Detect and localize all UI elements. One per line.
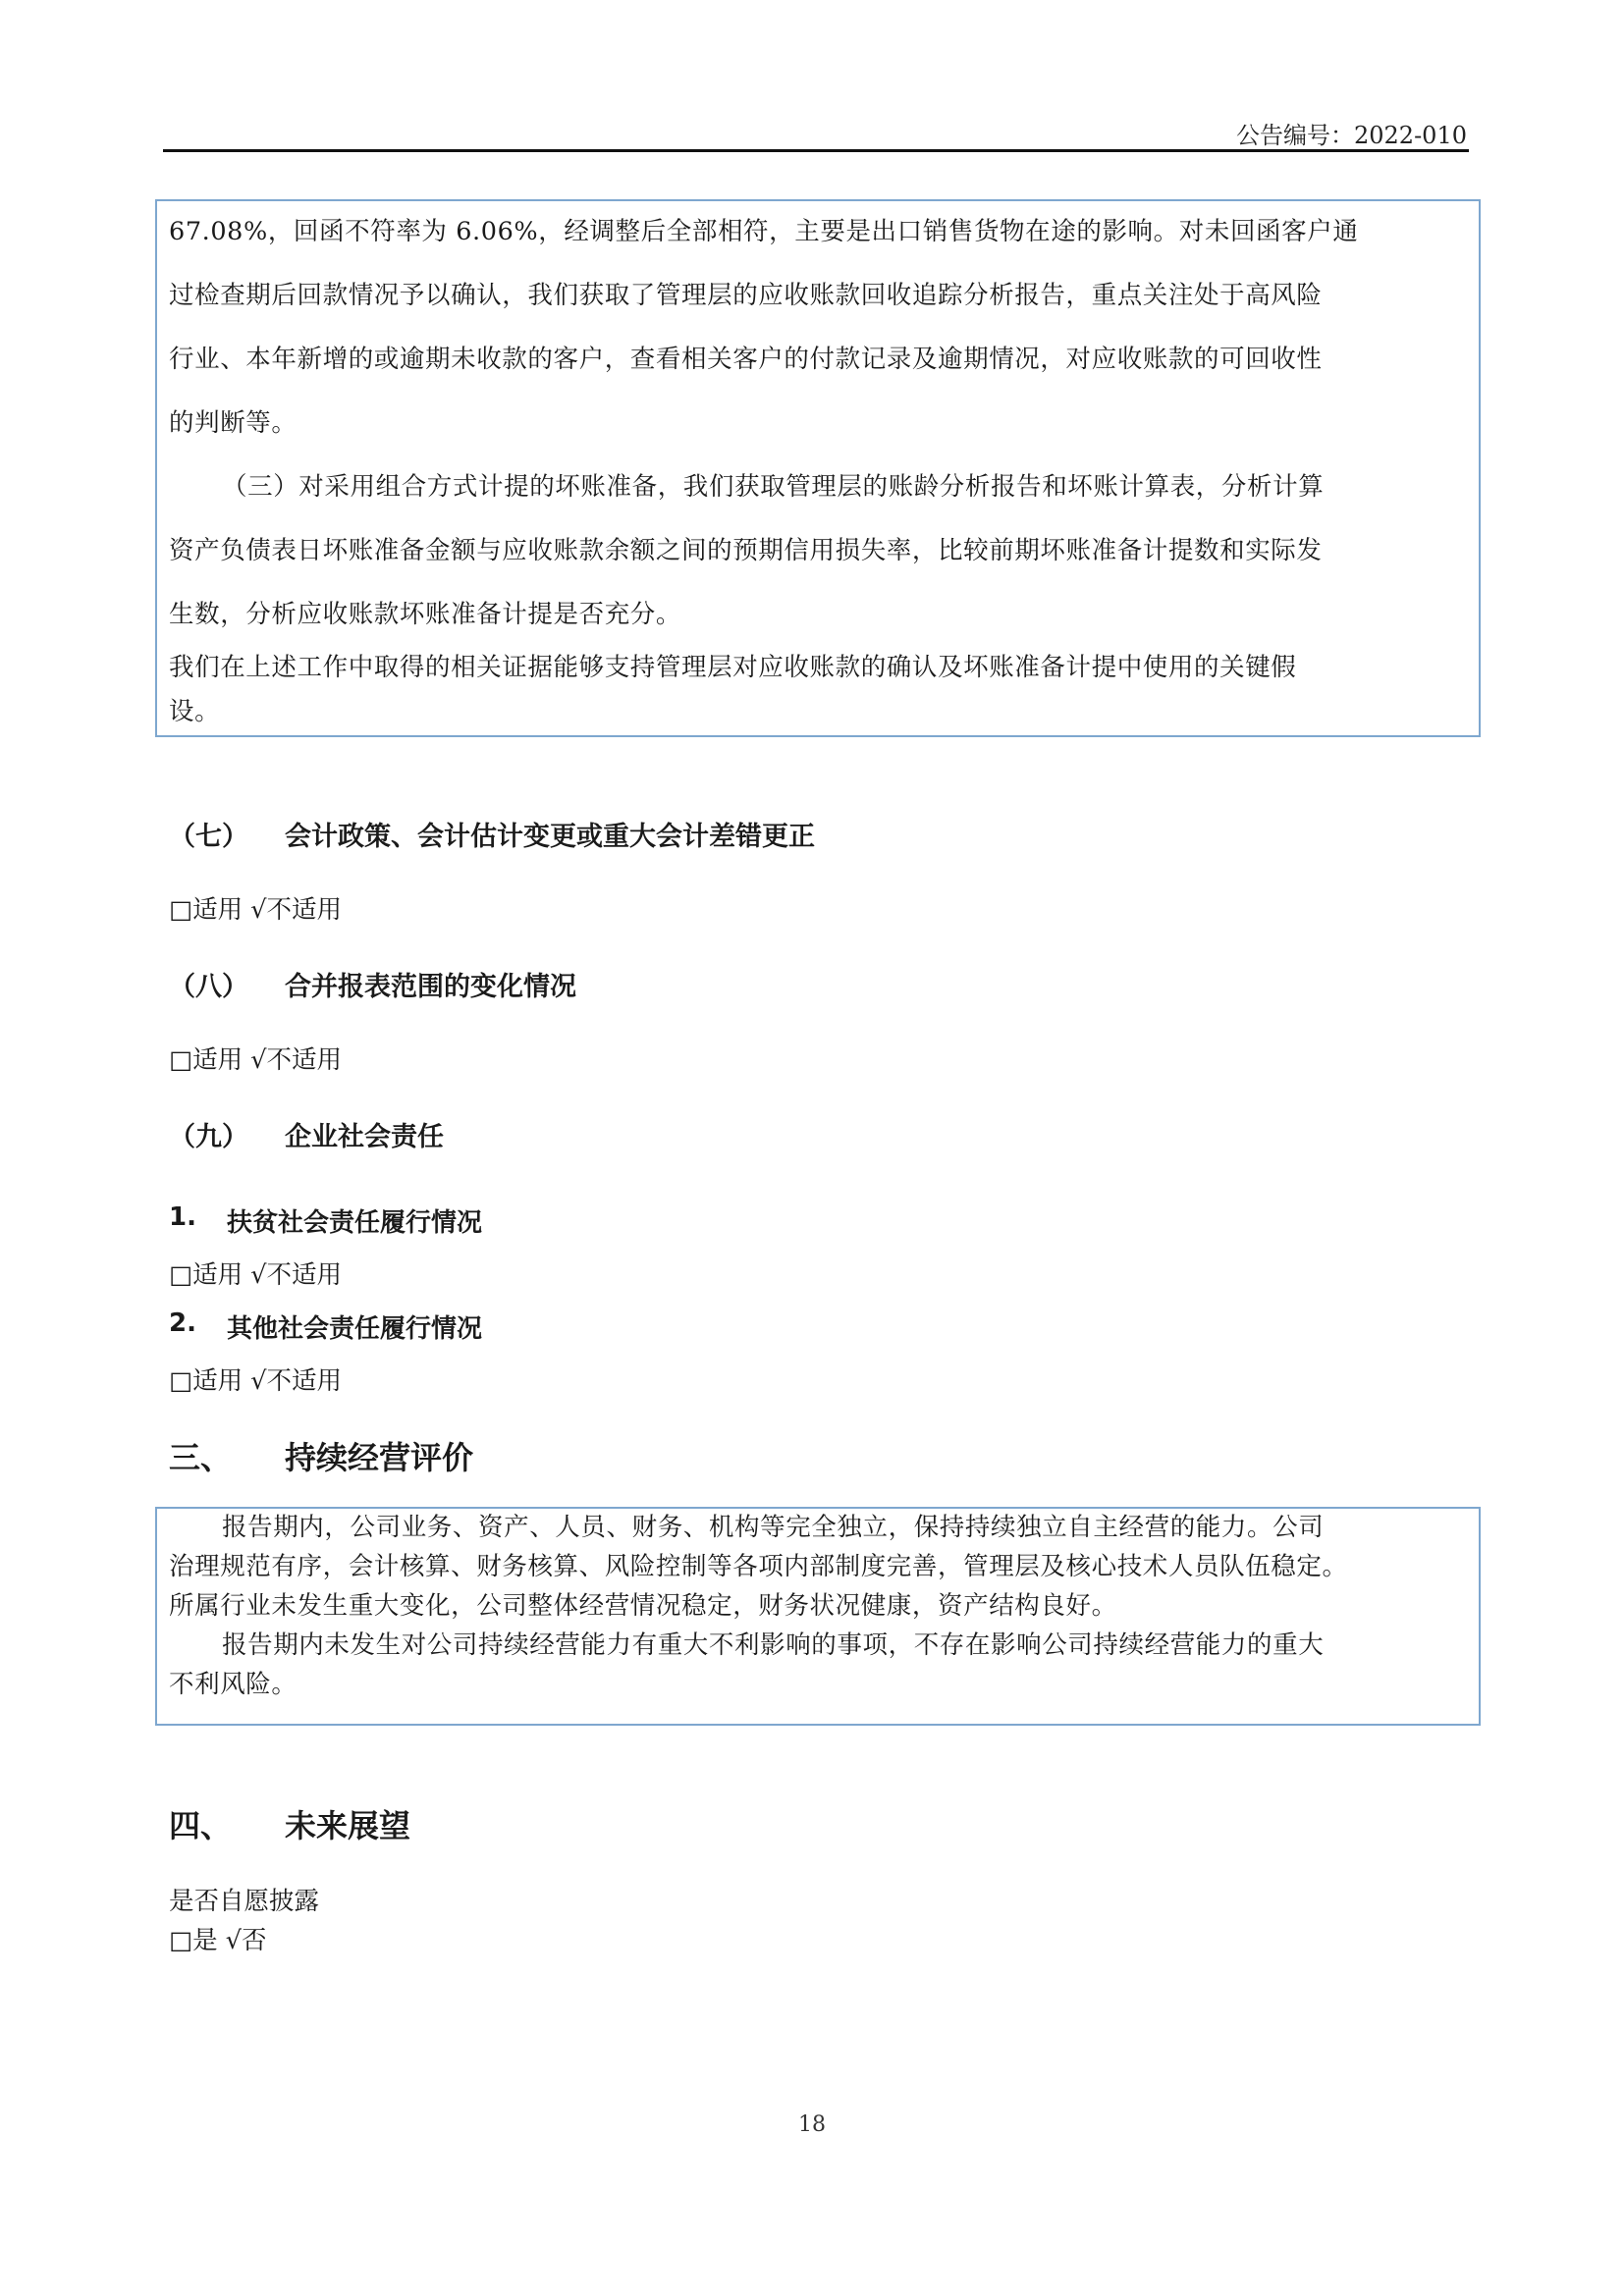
paragraph-line: 生数，分析应收账款坏账准备计提是否充分。 — [169, 600, 682, 629]
paragraph-line: 的判断等。 — [169, 408, 298, 438]
header-divider — [163, 149, 1469, 152]
paragraph-line: 67.08%，回函不符率为 6.06%，经调整后全部相符，主要是出口销售货物在途的影响。对未回函客户通 — [169, 217, 1359, 246]
section-8-title: 合并报表范围的变化情况 — [285, 972, 576, 1002]
conclusion-line: 设。 — [169, 697, 221, 726]
subsection-1-title: 扶贫社会责任履行情况 — [227, 1208, 483, 1238]
section-3-number: 三、 — [169, 1439, 233, 1476]
conclusion-line: 我们在上述工作中取得的相关证据能够支持管理层对应收账款的确认及坏账准备计提中使用的关键假 — [169, 653, 1297, 682]
page-number: 18 — [798, 2112, 826, 2137]
paragraph-line: （三）对采用组合方式计提的坏账准备，我们获取管理层的账龄分析报告和坏账计算表，分析计算 — [222, 472, 1325, 502]
subsection-2-title: 其他社会责任履行情况 — [227, 1314, 483, 1344]
paragraph-line: 报告期内，公司业务、资产、人员、财务、机构等完全独立，保持持续独立自主经营的能力。公司 — [222, 1513, 1325, 1542]
paragraph-line: 资产负债表日坏账准备金额与应收账款余额之间的预期信用损失率，比较前期坏账准备计提数和实际发 — [169, 536, 1323, 565]
section-9-number: （九） — [169, 1122, 248, 1152]
subsection-2-applicability: □适用 √不适用 — [169, 1366, 342, 1396]
subsection-1-applicability: □适用 √不适用 — [169, 1260, 342, 1290]
section-7-applicability: □适用 √不适用 — [169, 895, 342, 925]
paragraph-line: 不利风险。 — [169, 1670, 298, 1699]
section-7-number: （七） — [169, 822, 248, 852]
voluntary-disclosure-answer: □是 √否 — [169, 1926, 267, 1955]
subsection-1-number: 1. — [169, 1202, 196, 1232]
paragraph-line: 报告期内未发生对公司持续经营能力有重大不利影响的事项，不存在影响公司持续经营能力的重大 — [222, 1630, 1325, 1660]
section-8-applicability: □适用 √不适用 — [169, 1045, 342, 1075]
paragraph-line: 治理规范有序，会计核算、财务核算、风险控制等各项内部制度完善，管理层及核心技术人员队伍稳定。 — [169, 1552, 1348, 1581]
section-8-number: （八） — [169, 972, 248, 1002]
section-7-title: 会计政策、会计估计变更或重大会计差错更正 — [285, 822, 815, 852]
section-4-title: 未来展望 — [285, 1807, 411, 1844]
subsection-2-number: 2. — [169, 1308, 196, 1338]
announcement-number: 公告编号：2022-010 — [1236, 122, 1467, 149]
voluntary-disclosure-question: 是否自愿披露 — [169, 1887, 320, 1916]
paragraph-line: 行业、本年新增的或逾期未收款的客户，查看相关客户的付款记录及逾期情况，对应收账款的可回收性 — [169, 345, 1323, 374]
section-3-title: 持续经营评价 — [285, 1439, 474, 1476]
section-4-number: 四、 — [169, 1807, 233, 1844]
paragraph-line: 过检查期后回款情况予以确认，我们获取了管理层的应收账款回收追踪分析报告，重点关注处于高风险 — [169, 281, 1323, 310]
paragraph-line: 所属行业未发生重大变化，公司整体经营情况稳定，财务状况健康，资产结构良好。 — [169, 1591, 1117, 1621]
section-9-title: 企业社会责任 — [285, 1122, 444, 1152]
